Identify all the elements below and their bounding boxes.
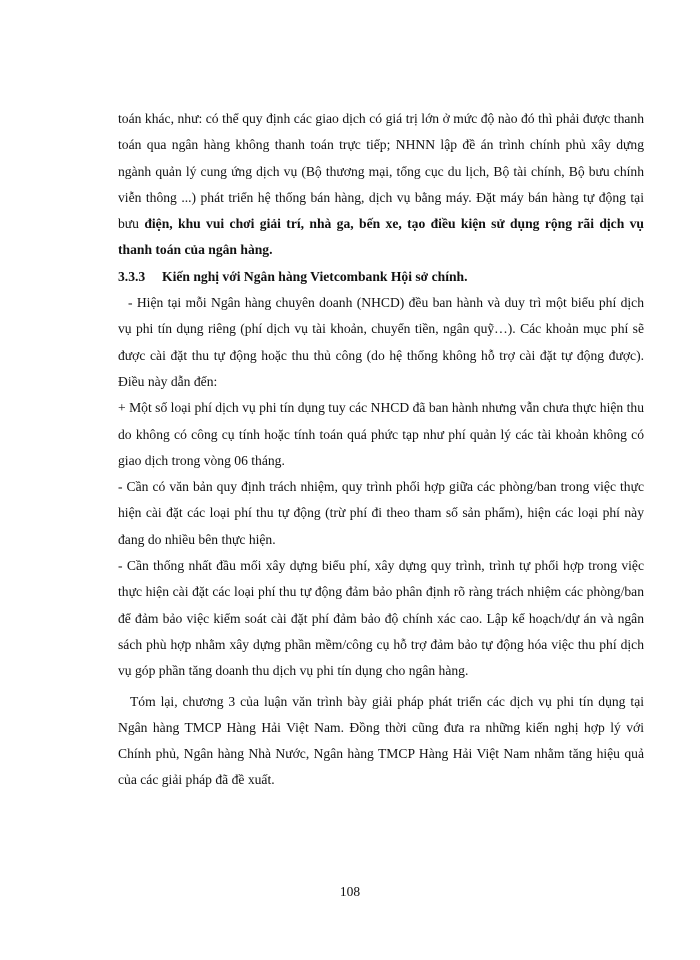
section-number: 3.3.3 — [118, 268, 146, 284]
document-body — [118, 106, 644, 794]
page-number: 108 — [339, 884, 361, 899]
paragraph-summary: Tóm lại, chương 3 của luận văn trình bày giải pháp phát triển các dịch vụ phi tín dụng tại Ngân hàng TMCP Hàng Hải Việt Nam. Đồng thời cũng đưa ra những kiến nghị hợp lý với Chính phủ, Ngân hàng Nhà Nước, Ngân hàng TMCP Hàng Hải Việt Nam nhằm tăng hiệu quả của các giải pháp đã đề xuất. — [118, 693, 644, 788]
paragraph-unified-focal-point: - Cần thống nhất đầu mối xây dựng biểu phí, xây dựng quy trình, trình tự phối hợp trong việc thực hiện cài đặt các loại phí thu tự động đảm bảo phân định rõ ràng trách nhiệm các phòng/ban để đảm bảo việc kiểm soát cài đặt phí đảm bảo độ chính xác cao. Lập kế hoạch/dự án và ngân sách phù hợp nhằm xây dựng phần mềm/công cụ hỗ trợ đảm bảo tự động hóa việc thu phí dịch vụ góp phần tăng doanh thu dịch vụ phi tín dụng cho ngân hàng. — [118, 558, 644, 679]
intro-text: toán khác, như: có thể quy định các giao dịch có giá trị lớn ở mức độ nào đó thì phải được thanh toán qua ngân hàng không thanh toán trực tiếp; NHNN lập đề án trình chính phủ xây dựng ngành quản lý cung ứng dịch vụ (Bộ thương mại, tổng cục du lịch, Bộ tài chính, Bộ bưu chính viễn thông ...) phát triển hệ thống bán hàng, dịch vụ bằng máy. Đặt máy bán hàng tự động tại bưu — [118, 111, 644, 232]
paragraph-responsibility: - Cần có văn bản quy định trách nhiệm, quy trình phối hợp giữa các phòng/ban trong việc thực hiện cài đặt các loại phí thu tự động (trừ phí đi theo tham số sản phẩm), hiện các loại phí này đang do nhiều bên thực hiện. — [118, 479, 644, 547]
section-heading — [118, 264, 644, 290]
intro-bold-text: điện, khu vui chơi giải trí, nhà ga, bến xe, tạo điều kiện sử dụng rộng rãi dịch vụ thanh toán của ngân hàng. — [118, 216, 644, 258]
section-title: Kiến nghị với Ngân hàng Vietcombank Hội sở chính. — [162, 268, 468, 284]
paragraph-uncollected-fees: + Một số loại phí dịch vụ phi tín dụng tuy các NHCD đã ban hành nhưng vẫn chưa thực hiện thu do không có công cụ tính hoặc tính toán quá phức tạp như phí quản lý các tài khoản không có giao dịch trong vòng 06 tháng. — [118, 400, 644, 468]
intro-paragraph — [118, 106, 644, 264]
paragraph-fee-schedule: - Hiện tại mỗi Ngân hàng chuyên doanh (NHCD) đều ban hành và duy trì một biểu phí dịch vụ phi tín dụng riêng (phí dịch vụ tài khoản, chuyển tiền, ngân quỹ…). Các khoản mục phí sẽ được cài đặt thu tự động hoặc thu thủ công (do hệ thống không hỗ trợ cài đặt tự động được). Điều này dẫn đến: — [118, 295, 644, 389]
